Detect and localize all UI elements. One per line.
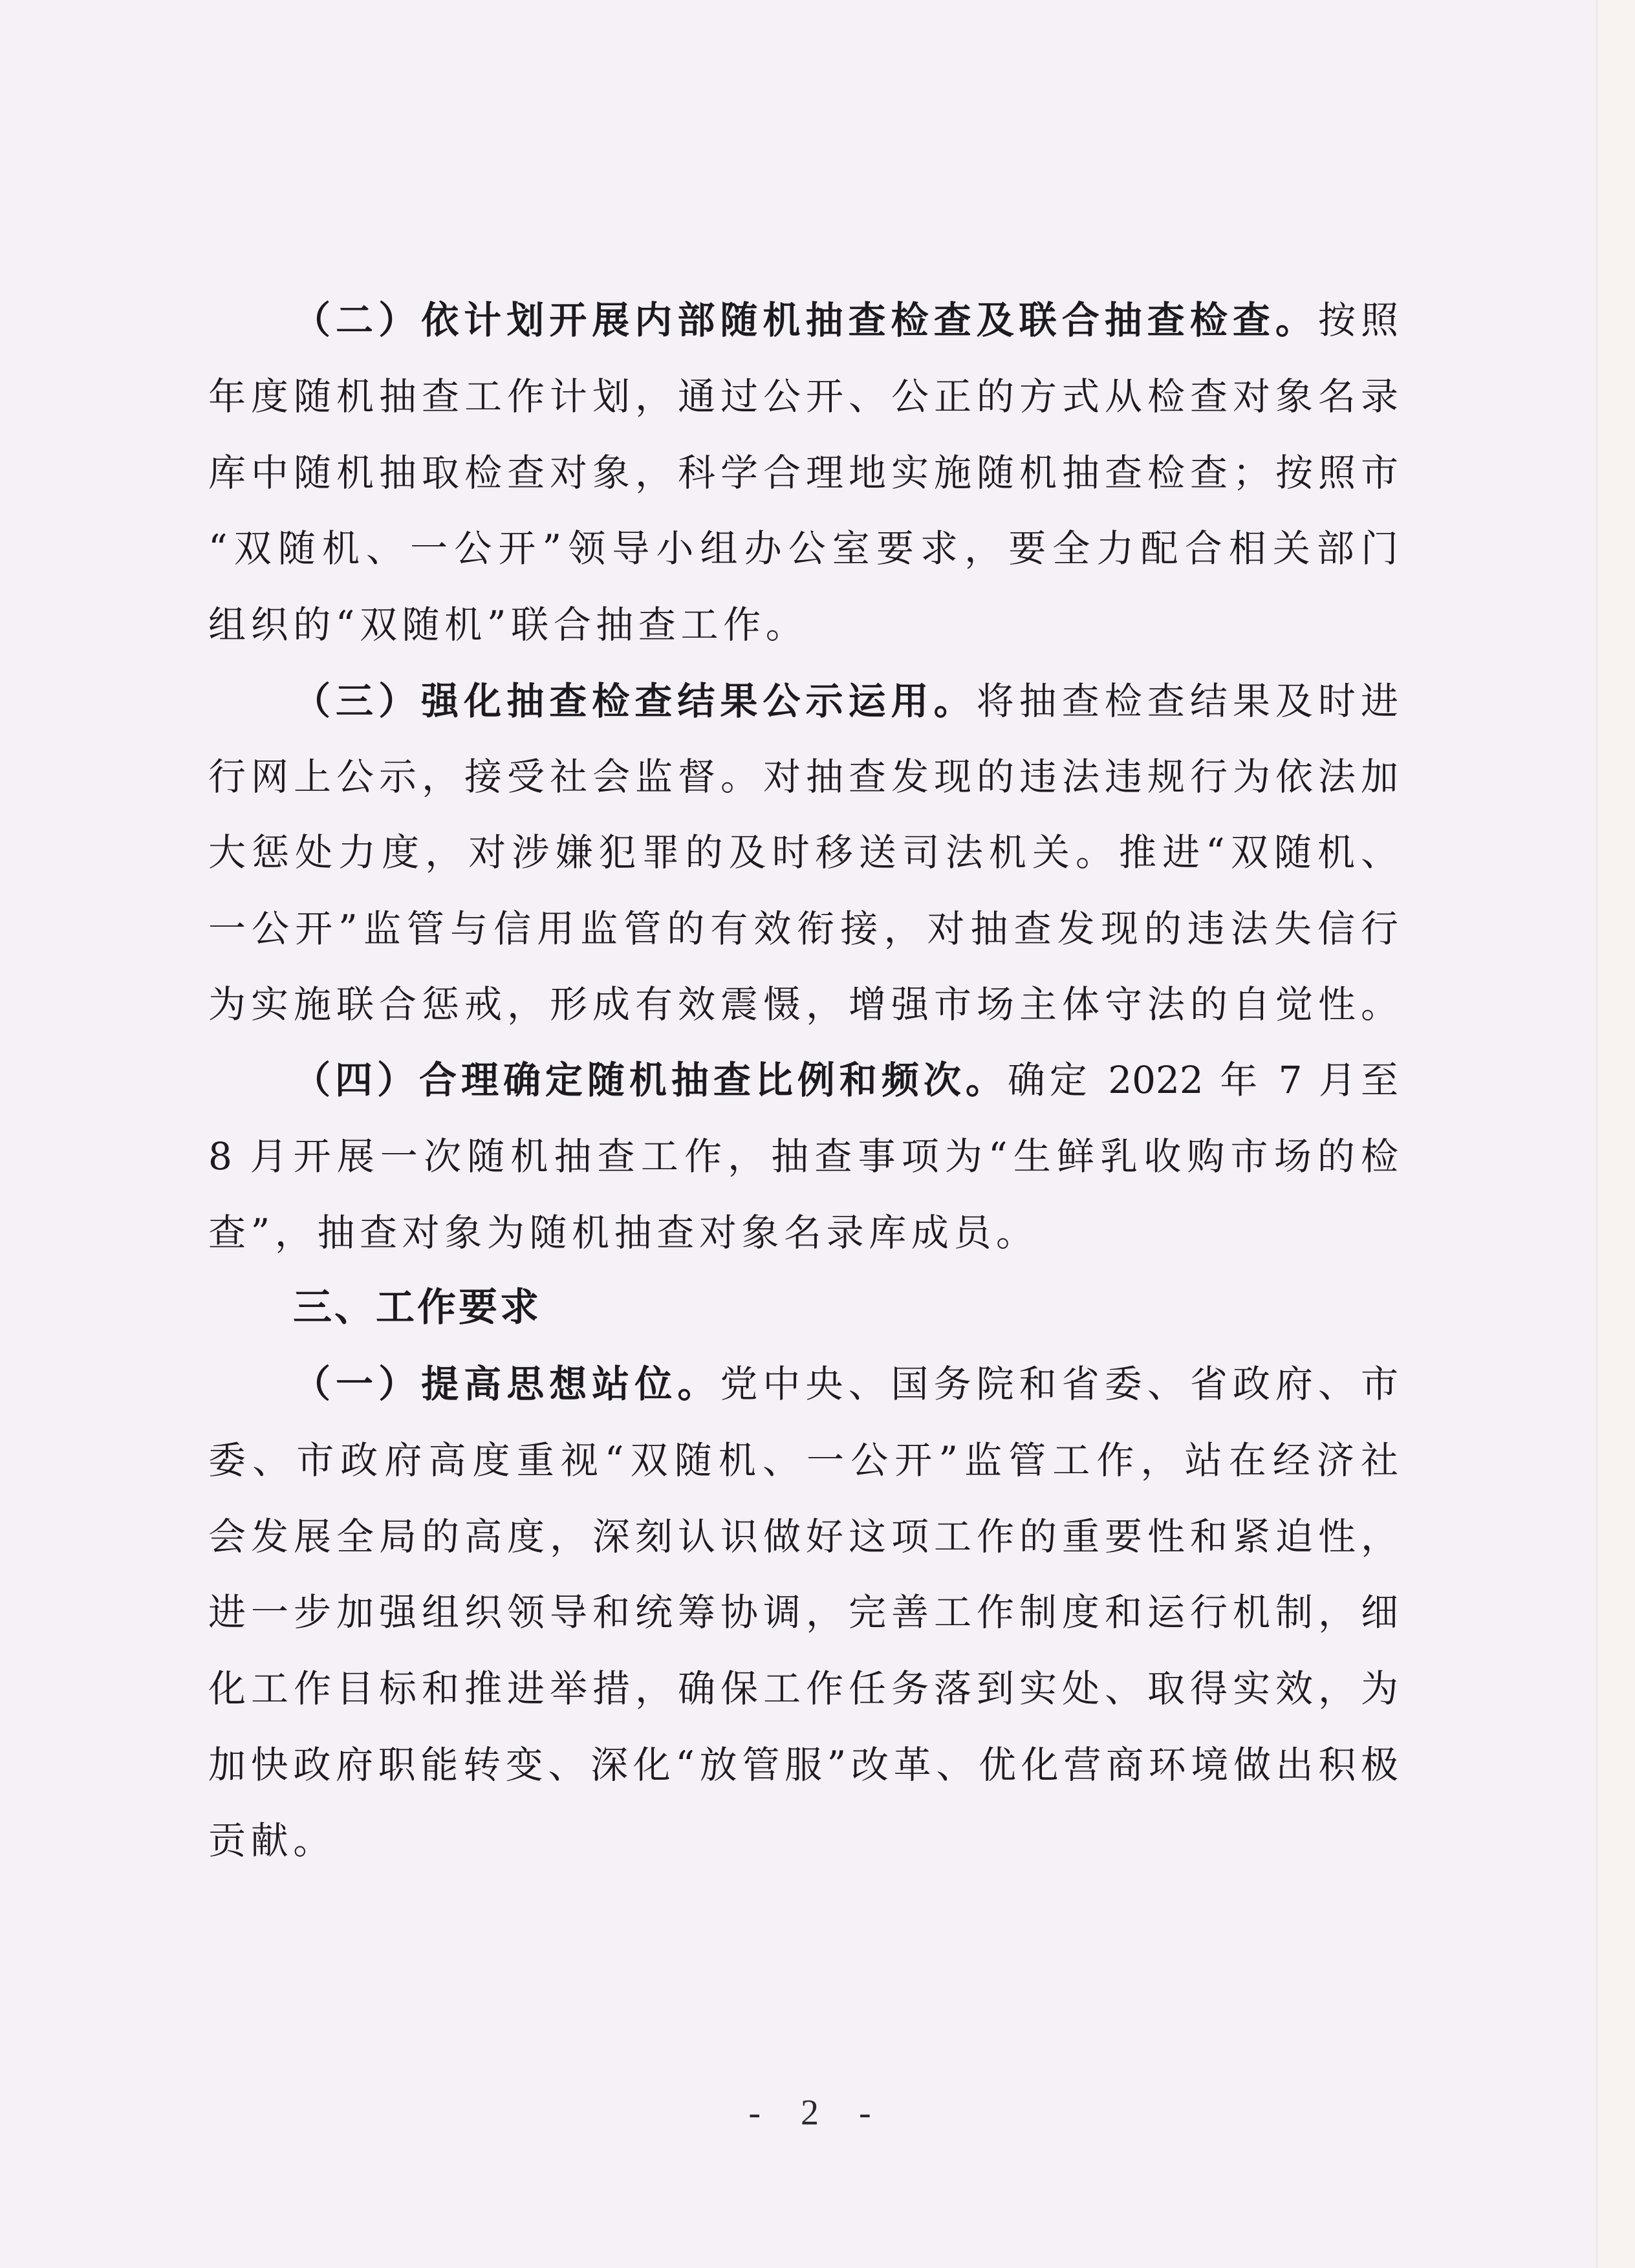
body-line: 委、市政府高度重视“双随机、一公开”监管工作，站在经济社: [208, 1438, 1398, 1482]
section-2-2-first-line: [293, 282, 1398, 358]
section-2-4-first-line: [293, 1042, 1398, 1118]
body-line: 8 月开展一次随机抽查工作，抽查事项为“生鲜乳收购市场的检: [208, 1134, 1398, 1178]
body-line: 贡献。: [208, 1819, 336, 1863]
body-line: 年度随机抽查工作计划，通过公开、公正的方式从检查对象名录: [208, 374, 1398, 418]
section-3-1-first-line: [293, 1346, 1398, 1422]
body-text: 确定 2022 年 7 月至: [1007, 1058, 1398, 1102]
section-2-3-first-line: [293, 663, 1398, 739]
section-2-4-heading: （四）合理确定随机抽查比例和频次。: [293, 1058, 1008, 1102]
scan-edge-strip: [1596, 0, 1635, 2268]
body-line: 库中随机抽取检查对象，科学合理地实施随机抽查检查；按照市: [208, 451, 1398, 495]
body-line: 大惩处力度，对涉嫌犯罪的及时移送司法机关。推进“双随机、: [208, 830, 1398, 874]
section-3-1-heading: （一）提高思想站位。: [293, 1362, 720, 1406]
body-line: 为实施联合惩戒，形成有效震慑，增强市场主体守法的自觉性。: [208, 982, 1398, 1026]
body-text: 党中央、国务院和省委、省政府、市: [720, 1362, 1398, 1406]
body-line: “双随机、一公开”领导小组办公室要求，要全力配合相关部门: [208, 526, 1398, 570]
body-text: 按照: [1317, 298, 1398, 342]
page-number: - 2 -: [748, 2093, 887, 2133]
body-line: 组织的“双随机”联合抽查工作。: [208, 603, 808, 647]
body-line: 加快政府职能转变、深化“放管服”改革、优化营商环境做出积极: [208, 1743, 1398, 1787]
body-line: 化工作目标和推进举措，确保工作任务落到实处、取得实效，为: [208, 1667, 1398, 1711]
body-line: 一公开”监管与信用监管的有效衔接，对抽查发现的违法失信行: [208, 907, 1398, 951]
chapter-heading: 三、工作要求: [293, 1285, 541, 1330]
body-line: 查”，抽查对象为随机抽查对象名录库成员。: [208, 1211, 1039, 1255]
body-line: 行网上公示，接受社会监督。对抽查发现的违法违规行为依法加: [208, 755, 1398, 799]
body-line: 进一步加强组织领导和统筹协调，完善工作制度和运行机制，细: [208, 1590, 1398, 1634]
section-2-3-heading: （三）强化抽查检查结果公示运用。: [293, 679, 977, 723]
body-text: 将抽查检查结果及时进: [976, 679, 1398, 723]
section-2-2-heading: （二）依计划开展内部随机抽查检查及联合抽查检查。: [293, 298, 1318, 342]
body-line: 会发展全局的高度，深刻认识做好这项工作的重要性和紧迫性，: [208, 1515, 1398, 1559]
